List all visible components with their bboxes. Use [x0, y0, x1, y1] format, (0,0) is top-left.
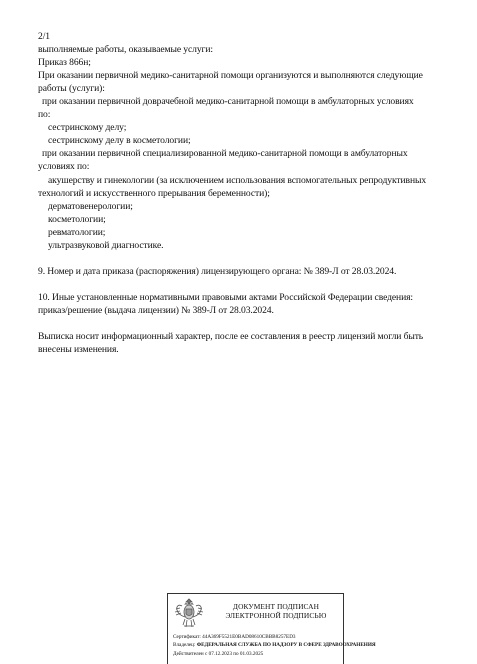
text-line: Приказ 866н; — [38, 57, 91, 69]
validity-period: Действителен с 07.12.2023 по 01.03.2025 — [173, 650, 264, 657]
service-item: сестринскому делу в косметологии; — [48, 135, 191, 147]
coat-of-arms-icon — [173, 597, 205, 631]
service-item: ультразвуковой диагностике. — [48, 239, 164, 251]
document-body — [38, 30, 468, 356]
order-number-line: 9. Номер и дата приказа (распоряжения) лицензирующего органа: № 389-Л от 28.03.2024. — [38, 265, 397, 277]
other-info-line: 10. Иные установленные нормативными правовыми актами Российской Федерации сведения: — [38, 291, 413, 303]
text-line: выполняемые работы, оказываемые услуги: — [38, 44, 213, 56]
text-line: условиях по: — [38, 161, 90, 173]
page-number: 2/1 — [38, 31, 50, 42]
text-line: по: — [38, 109, 51, 121]
service-item: сестринскому делу; — [48, 122, 127, 134]
stamp-details — [173, 633, 376, 658]
text-line: При оказании первичной медико-санитарной помощи организуются и выполняются следующие — [38, 70, 423, 82]
service-item: акушерству и гинекологии (за исключением использования вспомогательных репродуктивных — [48, 174, 427, 186]
disclaimer-line: внесены изменения. — [38, 344, 119, 356]
other-info-line: приказ/решение (выдача лицензии) № 389-Л от 28.03.2024. — [38, 304, 274, 316]
text-line: работы (услуги): — [38, 83, 105, 95]
certificate-number: Сертификат: 44A369F5521E0BAD08610CBBB8257ED3 — [173, 634, 296, 640]
service-item: дерматовенерологии; — [48, 200, 133, 212]
text-line: технологий и искусственного прерывания беременности); — [38, 187, 270, 199]
certificate-owner: Владелец: ФЕДЕРАЛЬНАЯ СЛУЖБА ПО НАДЗОРУ В СФЕРЕ ЗДРАВООХРАНЕНИЯ — [173, 642, 376, 649]
service-item: ревматологии; — [48, 226, 106, 238]
electronic-signature-stamp — [167, 593, 376, 664]
service-item: косметологии; — [48, 213, 106, 225]
disclaimer-line: Выписка носит информационный характер, после ее составления в реестр лицензий могли быть — [38, 331, 424, 343]
text-line: при оказании первичной специализированной медико-санитарной помощи в амбулаторных — [42, 148, 408, 160]
stamp-title: ДОКУМЕНТ ПОДПИСАН ЭЛЕКТРОННОЙ ПОДПИСЬЮ — [225, 602, 327, 620]
text-line: при оказании первичной доврачебной медико-санитарной помощи в амбулаторных условиях — [42, 96, 414, 108]
